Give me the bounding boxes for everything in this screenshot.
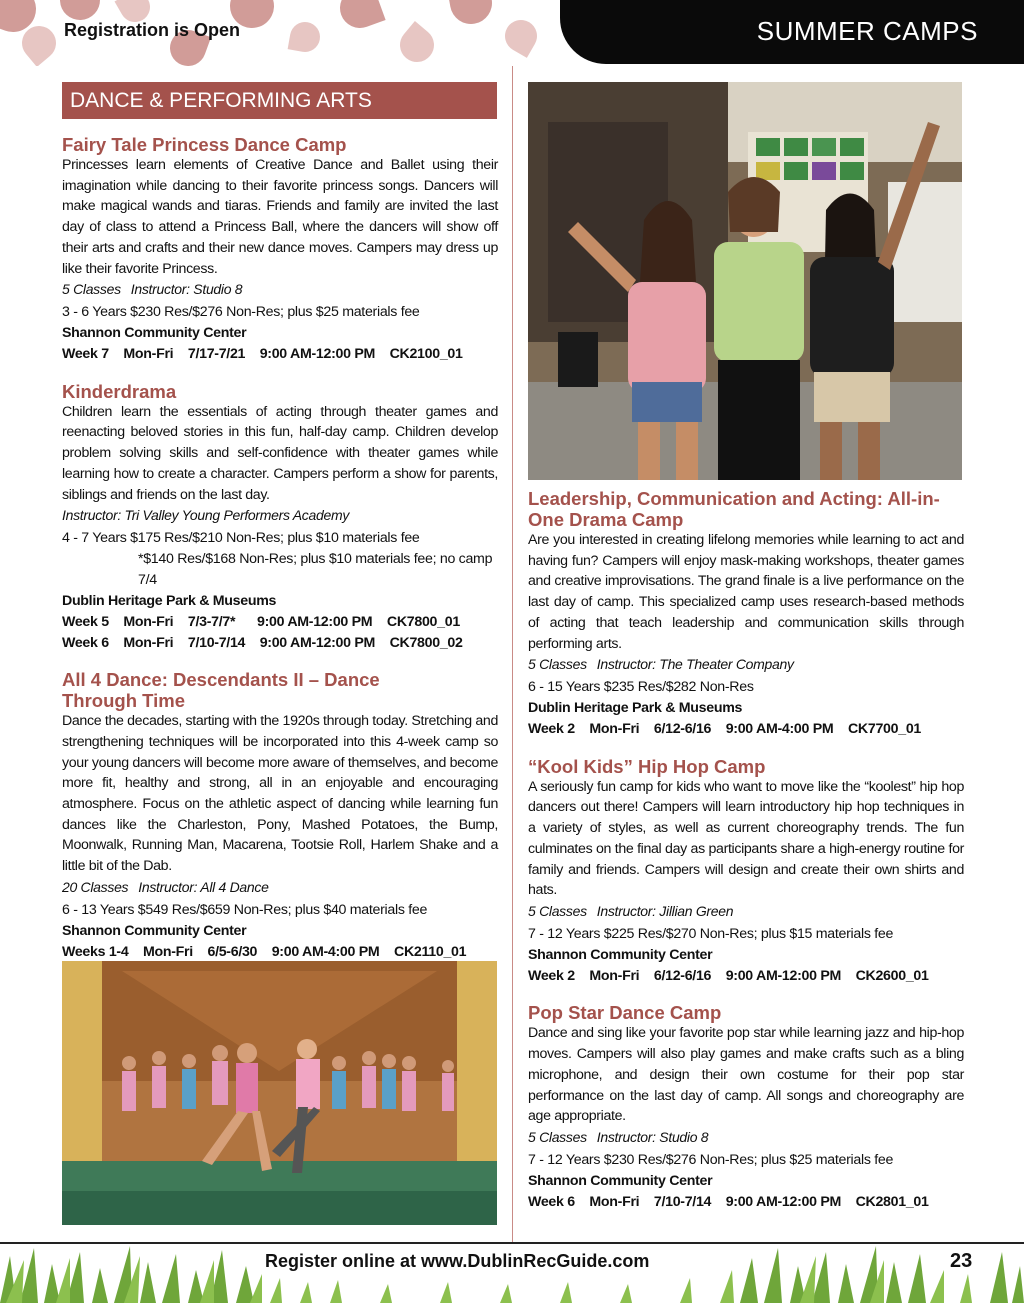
camp-classes: 5 Classes xyxy=(62,281,121,298)
three-girls-photo xyxy=(528,82,962,480)
camp-price: 4 - 7 Years $175 Res/$210 Non-Res; plus $10 materials fee xyxy=(62,530,420,547)
dance-class-photo xyxy=(62,961,497,1225)
flower-petal-decoration xyxy=(393,21,441,66)
camp-instructor: Instructor: All 4 Dance xyxy=(138,878,269,895)
camp-price: 7 - 12 Years $225 Res/$270 Non-Res; plus $15 materials fee xyxy=(528,925,894,942)
camp-classes: 5 Classes xyxy=(528,1128,587,1145)
camp-price: 6 - 13 Years $549 Res/$659 Non-Res; plus $40 materials fee xyxy=(62,901,428,918)
camp-description: A seriously fun camp for kids who want to move like the “koolest” hip hop dancers out there! Campers will learn introductory hip hop techniques in a variety of styles, as well as current choreography trends. The fun culminates on the final day as participants share a high-energy routine for family and friends. Campers will design and create their own shirts and hats. xyxy=(528,778,964,899)
camp-instructor: Instructor: Studio 8 xyxy=(596,1128,709,1145)
camp-title: “Kool Kids” Hip Hop Camp xyxy=(528,755,766,777)
camp-session: Week 2 Mon-Fri 6/12-6/16 9:00 AM-4:00 PM CK7700_01 xyxy=(528,721,922,738)
right-column xyxy=(528,482,964,1212)
page-number: 23 xyxy=(950,1250,973,1272)
summer-camps-label: SUMMER CAMPS xyxy=(756,16,978,46)
camp-session: Week 7 Mon-Fri 7/17-7/21 9:00 AM-12:00 PM CK2100_01 xyxy=(62,346,463,363)
camp-location: Shannon Community Center xyxy=(528,946,713,963)
camp-listing xyxy=(528,1002,964,1212)
flower-petal-decoration xyxy=(334,0,385,34)
camp-meta xyxy=(62,505,498,525)
camp-location: Shannon Community Center xyxy=(62,325,247,342)
camp-location: Dublin Heritage Park & Museums xyxy=(62,593,277,610)
camp-price: 6 - 15 Years $235 Res/$282 Non-Res xyxy=(528,679,754,696)
camp-instructor: Instructor: The Theater Company xyxy=(596,656,794,673)
camp-location: Shannon Community Center xyxy=(528,1172,713,1189)
camp-title: Kinderdrama xyxy=(62,380,177,402)
camp-description: Are you interested in creating lifelong memories while learning to act and having fun? Campers will enjoy mask-making workshops, theater games and creative improvisations. The grand finale is a live performance on the last day of camp. This specialized camp uses research-based methods of acting that teach leadership and communication skills through performing arts. xyxy=(528,532,964,652)
camp-price-note: *$140 Res/$168 Non-Res; plus $10 materials fee; no camp 7/4 xyxy=(138,551,493,589)
camp-listing xyxy=(62,381,498,654)
camp-listing xyxy=(62,134,498,365)
camp-description: Children learn the essentials of acting through theater games and reenacting beloved stories in this fun, half-day camp. Children develop problem solving skills and self-confidence with theater games while learning how to create a character. Campers perform a show for parents, siblings and friends on the last day. xyxy=(62,403,498,503)
camp-instructor: Instructor: Studio 8 xyxy=(130,281,243,298)
camp-session: Week 5 Mon-Fri 7/3-7/7* 9:00 AM-12:00 PM CK7800_01 xyxy=(62,614,460,631)
camp-title: Pop Star Dance Camp xyxy=(528,1002,722,1024)
camp-title: Fairy Tale Princess Dance Camp xyxy=(62,134,347,155)
flower-petal-decoration xyxy=(447,0,496,27)
registration-open-label: Registration is Open xyxy=(64,20,241,40)
camp-location: Dublin Heritage Park & Museums xyxy=(528,700,743,717)
camp-session: Week 6 Mon-Fri 7/10-7/14 9:00 AM-12:00 PM CK7800_02 xyxy=(62,634,463,651)
camp-price: 3 - 6 Years $230 Res/$276 Non-Res; plus $25 materials fee xyxy=(62,304,420,321)
camp-classes: 5 Classes xyxy=(528,656,587,673)
camp-listing xyxy=(528,488,964,740)
camp-session: Week 2 Mon-Fri 6/12-6/16 9:00 AM-12:00 PM CK2600_01 xyxy=(528,967,929,984)
camp-meta xyxy=(62,279,498,299)
camp-listing xyxy=(528,756,964,987)
summer-camps-tab xyxy=(560,0,1024,64)
camp-description: Dance and sing like your favorite pop star while learning jazz and hip-hop moves. Campers will also play games and make crafts such as a bling microphone, and design their own costume for their pop star performance on the last day of camp. All songs and choreography are age appropriate. xyxy=(528,1025,964,1125)
camp-session: Week 6 Mon-Fri 7/10-7/14 9:00 AM-12:00 PM CK2801_01 xyxy=(528,1193,929,1210)
camp-meta xyxy=(528,654,964,674)
camp-description: Dance the decades, starting with the 1920s through today. Stretching and strengthening techniques will be incorporated into this 4-week camp so your young dancers will become more aware of themselves, and become more fit, healthy and strong, all in an enjoyable and encouraging atmosphere. Focus on the athletic aspect of dancing while learning fun dances like the Charleston, Pony, Mashed Potatoes, the Bump, Moonwalk, Running Man, Macarena, Tootsie Roll, Harlem Shake and a little bit of the Dab. xyxy=(62,713,498,875)
camp-instructor: Instructor: Tri Valley Young Performers Academy xyxy=(62,507,350,524)
camp-title: Leadership, Communication and Acting: All-in-One Drama Camp xyxy=(528,488,940,530)
camp-description: Princesses learn elements of Creative Dance and Ballet using their imagination while dancing to their favorite princess songs. Dancers will make magical wands and tiaras. Friends and family are invited the last day of class to attend a Princess Ball, where the dancers will show off their arts and crafts and their new dance moves. Campers may dress up like their favorite Princess. xyxy=(62,157,498,277)
flower-petal-decoration xyxy=(499,14,543,58)
camp-price: 7 - 12 Years $230 Res/$276 Non-Res; plus $25 materials fee xyxy=(528,1151,894,1168)
camp-meta xyxy=(62,877,498,897)
camp-meta xyxy=(528,1127,964,1147)
left-column xyxy=(62,128,498,962)
register-online-text: Register online at www.DublinRecGuide.com xyxy=(265,1251,650,1271)
camp-classes: 5 Classes xyxy=(528,902,587,919)
camp-session: Weeks 1-4 Mon-Fri 6/5-6/30 9:00 AM-4:00 PM CK2110_01 xyxy=(62,943,467,960)
camp-listing xyxy=(62,669,498,962)
flower-petal-decoration xyxy=(288,20,323,55)
section-banner: DANCE & PERFORMING ARTS xyxy=(62,82,497,119)
camp-meta xyxy=(528,901,964,921)
camp-classes: 20 Classes xyxy=(62,878,129,895)
column-divider xyxy=(512,66,513,1242)
camp-instructor: Instructor: Jillian Green xyxy=(596,902,734,919)
camp-location: Shannon Community Center xyxy=(62,922,247,939)
camp-title: All 4 Dance: Descendants II – Dance Through Time xyxy=(62,669,380,712)
header-band xyxy=(0,0,1024,66)
